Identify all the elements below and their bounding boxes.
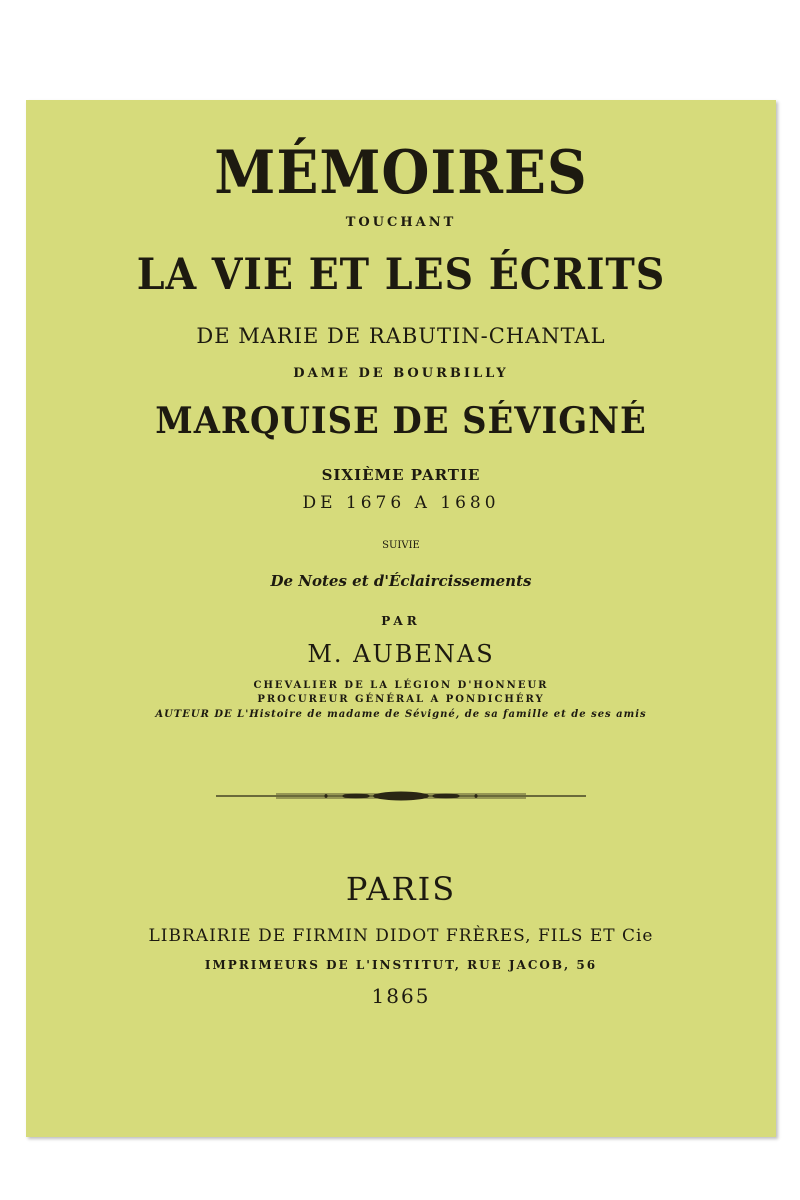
- volume-dates: DE 1676 A 1680: [302, 493, 500, 513]
- par-label: PAR: [381, 614, 421, 628]
- publisher-address: IMPRIMEURS DE L'INSTITUT, RUE JACOB, 56: [204, 958, 598, 972]
- author-credential: PROCUREUR GÉNÉRAL A PONDICHÉRY: [257, 694, 545, 705]
- book-cover: [26, 100, 776, 1137]
- notes-line: De Notes et d'Éclaircissements: [270, 572, 532, 590]
- publisher-name: LIBRAIRIE DE FIRMIN DIDOT FRÈRES, FILS ET Cie: [148, 926, 654, 946]
- volume-part: SIXIÈME PARTIE: [321, 466, 481, 484]
- subject-name: DE MARIE DE RABUTIN-CHANTAL: [196, 324, 606, 348]
- subject-title-dame: DAME DE BOURBILLY: [293, 366, 509, 381]
- title-subtitle: LA VIE ET LES ÉCRITS: [136, 250, 666, 300]
- author-credential: CHEVALIER DE LA LÉGION D'HONNEUR: [253, 680, 549, 691]
- title-main: MÉMOIRES: [214, 138, 588, 208]
- subject-marquise: MARQUISE DE SÉVIGNÉ: [155, 400, 647, 442]
- author-credential: AUTEUR DE L'Histoire de madame de Sévigné, de sa famille et de ses amis: [155, 709, 647, 720]
- publication-year: 1865: [371, 984, 431, 1008]
- publisher-city: PARIS: [345, 870, 457, 908]
- title-touchant: TOUCHANT: [345, 215, 457, 230]
- suivis-label: SUIVIE: [382, 540, 420, 551]
- ornamental-rule-icon: [216, 788, 586, 804]
- author-name: M. AUBENAS: [307, 640, 495, 668]
